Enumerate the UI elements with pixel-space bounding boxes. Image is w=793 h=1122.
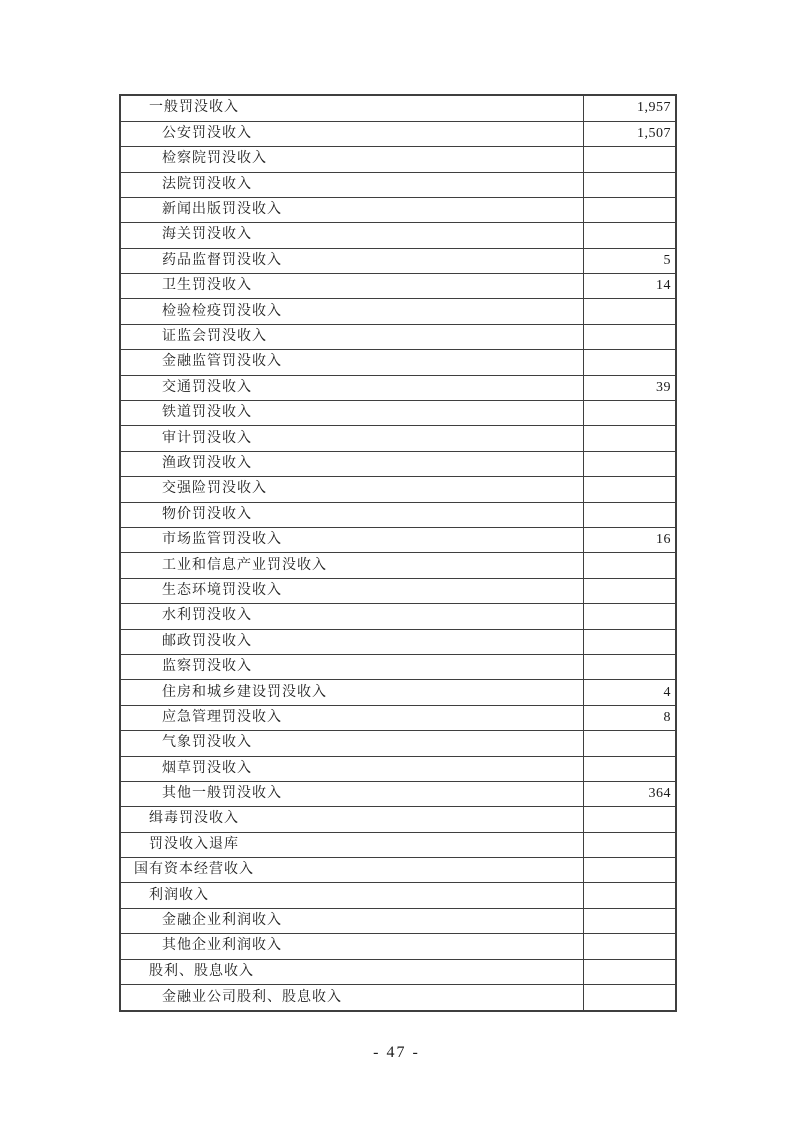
budget-table-body [120,95,676,1011]
row-value: 4 [583,680,676,705]
row-label: 罚没收入退库 [120,832,583,857]
table-row [120,299,676,324]
table-row [120,959,676,984]
table-row [120,350,676,375]
row-value: 16 [583,527,676,552]
row-label: 药品监督罚没收入 [120,248,583,273]
row-value [583,578,676,603]
row-value: 8 [583,705,676,730]
row-label: 气象罚没收入 [120,731,583,756]
row-label: 监察罚没收入 [120,654,583,679]
table-row [120,756,676,781]
row-value [583,908,676,933]
table-row [120,985,676,1011]
row-value [583,807,676,832]
row-value: 364 [583,781,676,806]
row-value [583,654,676,679]
row-label: 海关罚没收入 [120,223,583,248]
table-row [120,883,676,908]
row-label: 股利、股息收入 [120,959,583,984]
table-row [120,654,676,679]
table-row [120,147,676,172]
row-label: 市场监管罚没收入 [120,527,583,552]
table-row [120,172,676,197]
row-label: 国有资本经营收入 [120,858,583,883]
table-row [120,426,676,451]
row-label: 法院罚没收入 [120,172,583,197]
table-row [120,248,676,273]
row-label: 邮政罚没收入 [120,629,583,654]
table-row [120,527,676,552]
row-value: 14 [583,274,676,299]
table-row [120,604,676,629]
page-number: - 47 - [373,1044,420,1061]
table-row [120,731,676,756]
table-row [120,95,676,121]
row-value [583,223,676,248]
row-value [583,502,676,527]
row-value [583,172,676,197]
table-row [120,375,676,400]
table-row [120,705,676,730]
row-value [583,883,676,908]
table-row [120,553,676,578]
table-row [120,680,676,705]
row-label: 交通罚没收入 [120,375,583,400]
row-label: 公安罚没收入 [120,121,583,146]
row-value [583,604,676,629]
row-value [583,934,676,959]
budget-income-table [119,94,677,1012]
table-row [120,629,676,654]
row-value [583,756,676,781]
row-label: 交强险罚没收入 [120,477,583,502]
table-row [120,807,676,832]
row-label: 证监会罚没收入 [120,324,583,349]
row-label: 渔政罚没收入 [120,451,583,476]
row-value [583,299,676,324]
table-row [120,908,676,933]
row-label: 一般罚没收入 [120,95,583,121]
row-label: 卫生罚没收入 [120,274,583,299]
table-row [120,223,676,248]
row-label: 生态环境罚没收入 [120,578,583,603]
table-row [120,477,676,502]
row-value: 1,507 [583,121,676,146]
row-value: 39 [583,375,676,400]
row-value: 1,957 [583,95,676,121]
row-label: 住房和城乡建设罚没收入 [120,680,583,705]
row-value [583,477,676,502]
row-value [583,324,676,349]
row-label: 烟草罚没收入 [120,756,583,781]
row-value [583,553,676,578]
row-value: 5 [583,248,676,273]
table-row [120,274,676,299]
row-label: 应急管理罚没收入 [120,705,583,730]
row-value [583,731,676,756]
row-value [583,350,676,375]
table-row [120,121,676,146]
table-row [120,502,676,527]
table-row [120,578,676,603]
table-row [120,197,676,222]
row-label: 金融企业利润收入 [120,908,583,933]
row-label: 工业和信息产业罚没收入 [120,553,583,578]
row-label: 金融监管罚没收入 [120,350,583,375]
row-label: 缉毒罚没收入 [120,807,583,832]
row-value [583,858,676,883]
row-label: 审计罚没收入 [120,426,583,451]
table-row [120,781,676,806]
table-row [120,401,676,426]
table-row [120,324,676,349]
row-value [583,401,676,426]
row-value [583,197,676,222]
row-value [583,959,676,984]
row-label: 水利罚没收入 [120,604,583,629]
row-label: 铁道罚没收入 [120,401,583,426]
row-value [583,451,676,476]
row-label: 金融业公司股利、股息收入 [120,985,583,1011]
row-value [583,629,676,654]
row-label: 其他企业利润收入 [120,934,583,959]
row-label: 检察院罚没收入 [120,147,583,172]
row-value [583,426,676,451]
row-value [583,985,676,1011]
row-value [583,147,676,172]
row-label: 其他一般罚没收入 [120,781,583,806]
row-label: 利润收入 [120,883,583,908]
table-row [120,934,676,959]
row-label: 新闻出版罚没收入 [120,197,583,222]
row-label: 物价罚没收入 [120,502,583,527]
table-row [120,858,676,883]
table-row [120,451,676,476]
table-row [120,832,676,857]
row-value [583,832,676,857]
row-label: 检验检疫罚没收入 [120,299,583,324]
